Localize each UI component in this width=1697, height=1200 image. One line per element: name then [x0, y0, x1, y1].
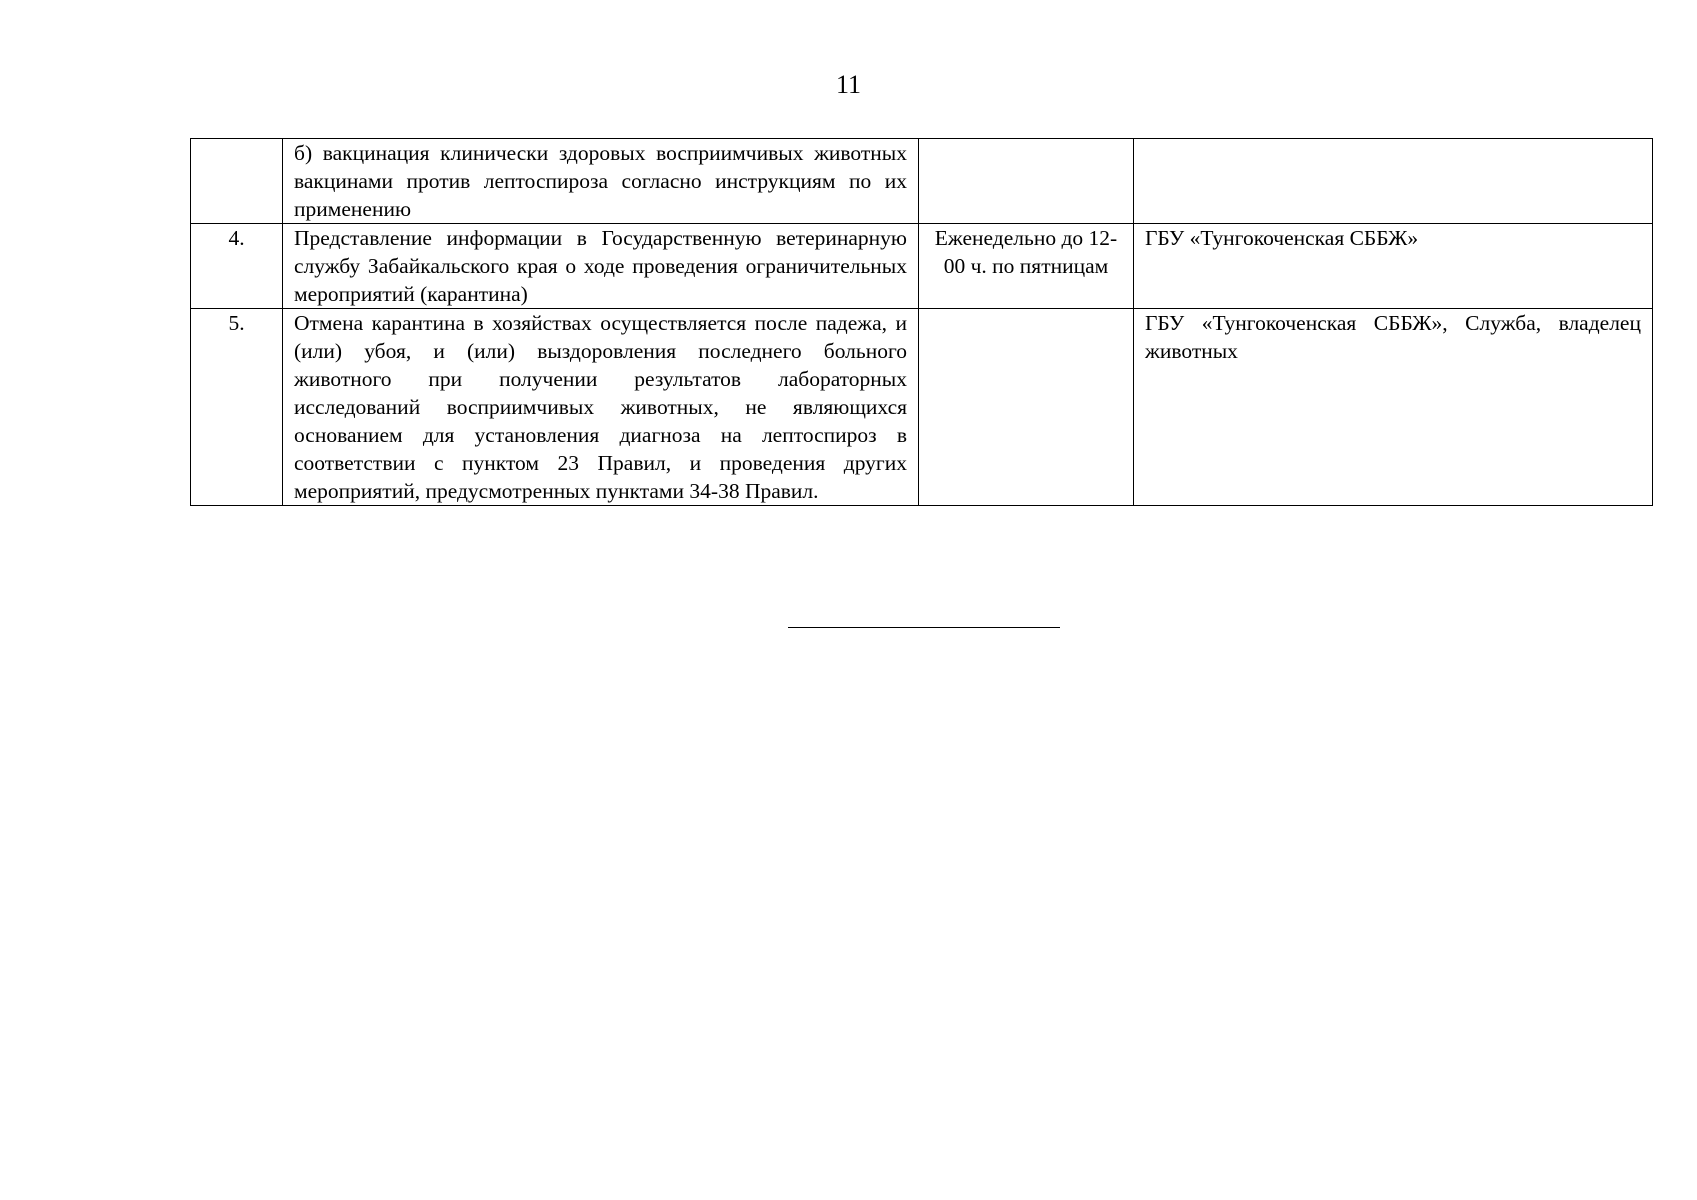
period-cell: Еженедельно до 12-00 ч. по пятницам	[919, 224, 1134, 309]
page-number: 11	[835, 70, 862, 99]
row-number-cell: 4.	[191, 224, 283, 309]
measure-cell: Представление информации в Государственную ветеринарную службу Забайкальского края о ходе проведения ограничительных мероприятий (карантина)	[283, 224, 919, 309]
row-number-cell	[191, 139, 283, 224]
period-cell	[919, 139, 1134, 224]
measure-cell: Отмена карантина в хозяйствах осуществляется после падежа, и (или) убоя, и (или) выздоровления последнего больного животного при получении результатов лабораторных исследований восприимчивых животных, не являющихся основанием для установления диагноза на лептоспироз в соответствии с пунктом 23 Правил, и проведения других мероприятий, предусмотренных пунктами 34-38 Правил.	[283, 309, 919, 506]
responsible-cell	[1134, 139, 1653, 224]
responsible-cell: ГБУ «Тунгокоченская СББЖ», Служба, владелец животных	[1134, 309, 1653, 506]
measure-cell: б) вакцинация клинически здоровых восприимчивых животных вакцинами против лептоспироза согласно инструкциям по их применению	[283, 139, 919, 224]
period-cell	[919, 309, 1134, 506]
table-row	[191, 309, 1653, 506]
end-separator-line	[788, 627, 1060, 628]
table-row	[191, 224, 1653, 309]
measures-table	[190, 138, 1653, 506]
responsible-cell: ГБУ «Тунгокоченская СББЖ»	[1134, 224, 1653, 309]
table-row	[191, 139, 1653, 224]
row-number-cell: 5.	[191, 309, 283, 506]
